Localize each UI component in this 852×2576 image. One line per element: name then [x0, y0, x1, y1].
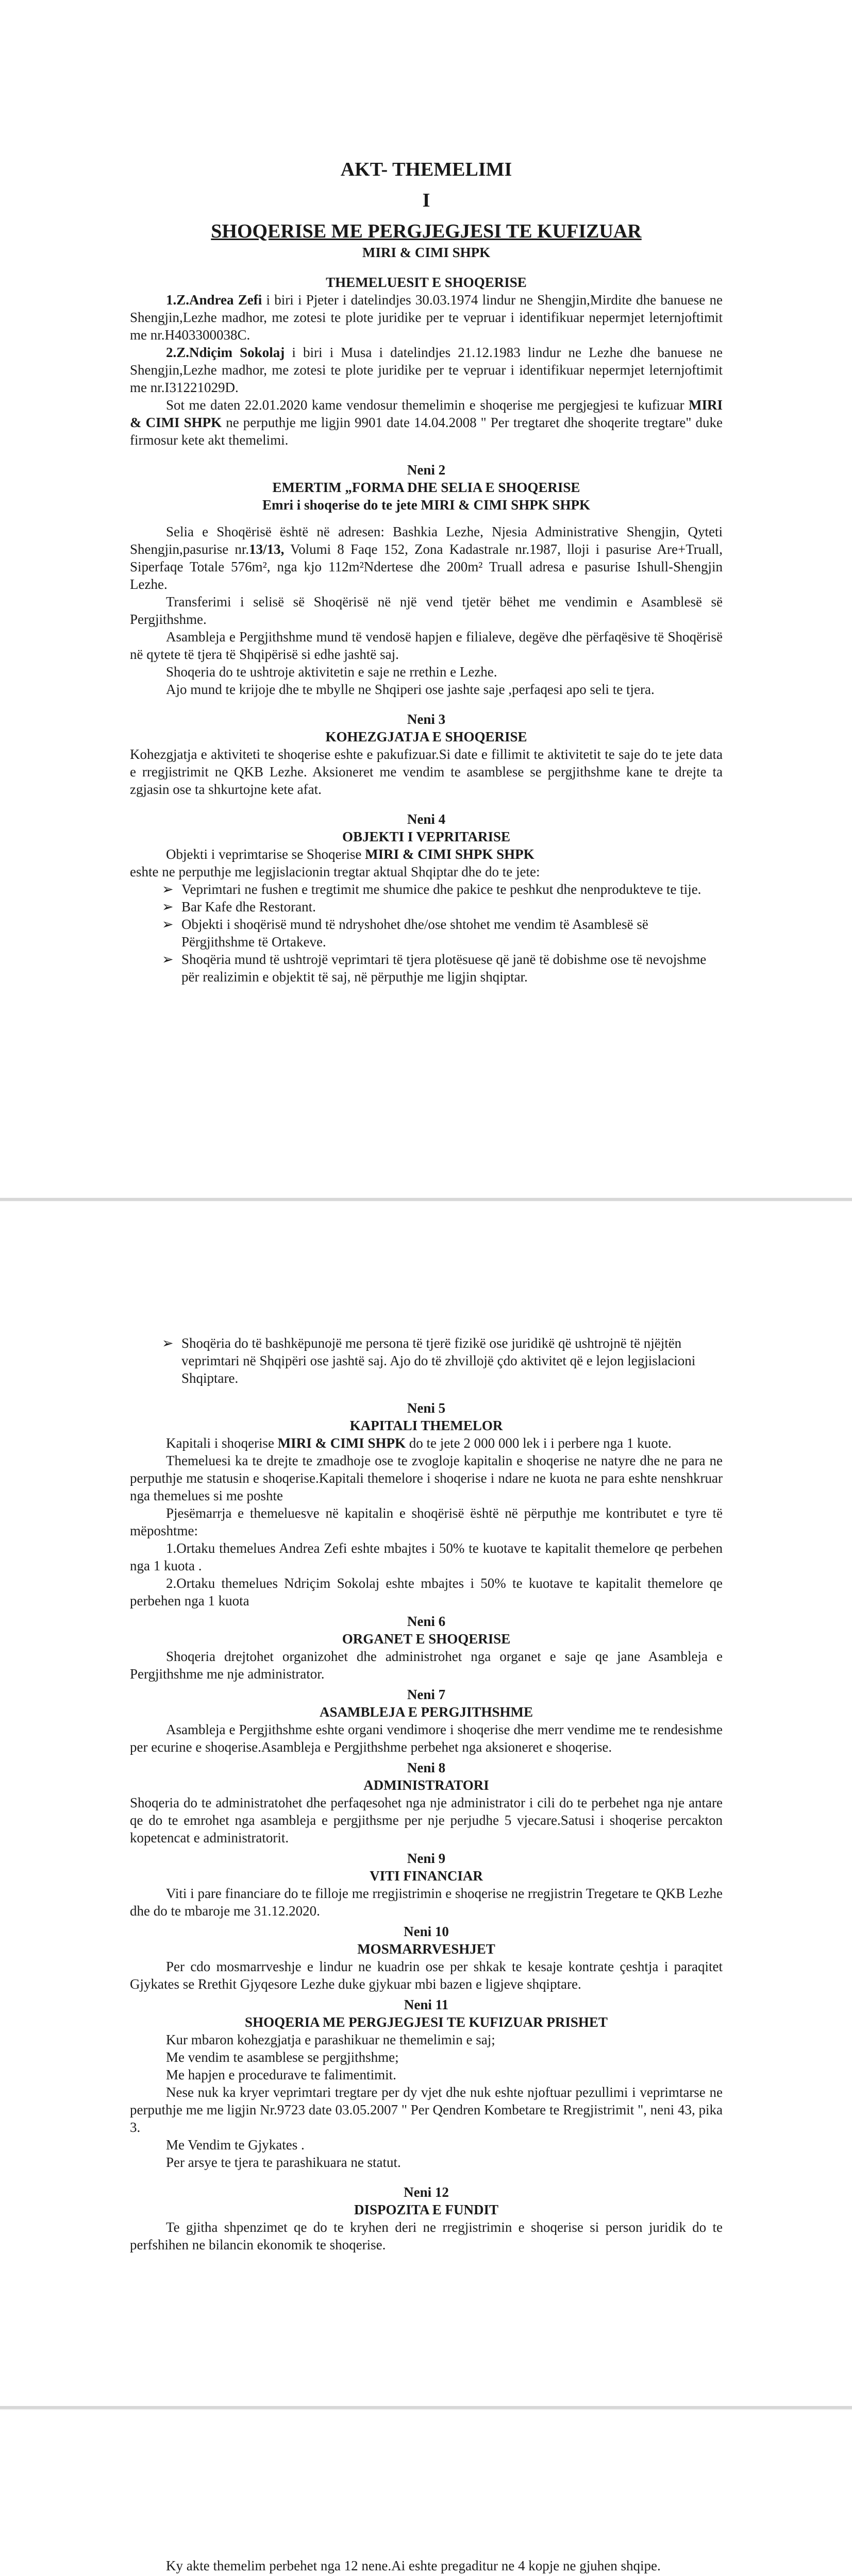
article-7-number: Neni 7 — [407, 1687, 446, 1702]
article-7-title: ASAMBLEJA E PERGJITHSHME — [319, 1704, 533, 1720]
page-separator — [0, 2406, 852, 2409]
article-4-scope: eshte ne perputhje me legjislacionin tregtar aktual Shqiptar dhe do te jete: — [130, 864, 540, 879]
company-name: MIRI & CIMI SHPK — [130, 397, 723, 430]
article-6-number: Neni 6 — [407, 1614, 446, 1629]
article-12-number: Neni 12 — [404, 2184, 449, 2200]
article-11-number: Neni 11 — [404, 1997, 449, 2012]
list-item: ➢ Shoqëria do të bashkëpunojë me persona të tjerë fizikë ose juridikë që ushtrojnë të njëjtën veprimtari në Shqipëri ose jashtë saj. Ajo do të zhvillojë çdo aktivitet që e lejon legjislacioni Shqiptare. — [181, 1334, 723, 1387]
article-2-seat — [130, 523, 723, 593]
dissolution-item: Me Vendim te Gjykates . — [166, 2137, 305, 2153]
article-2-subtitle: Emri i shoqerise do te jete MIRI & CIMI SHPK SHPK — [262, 497, 590, 513]
article-6-title: ORGANET E SHOQERISE — [342, 1631, 511, 1647]
page-2-content — [130, 1334, 723, 2253]
article-2-region: Shoqeria do te ushtroje aktivitetin e saje ne rrethin e Lezhe. — [166, 664, 497, 680]
dissolution-item: Me vendim te asamblese se pergjithshme; — [166, 2049, 399, 2065]
dissolution-item: Kur mbaron kohezgjatja e parashikuar ne themelimin e saj; — [166, 2032, 495, 2047]
article-4-intro-text: Objekti i veprimtarise se Shoqerise — [166, 846, 365, 862]
property-number: 13/13, — [249, 541, 285, 557]
article-5-change: Themeluesi ka te drejte te zmadhoje ose te zvogloje kapitalin e shoqerise ne natyre dhe ne para ne perputhje me statusin e shoqerise.Kapitali themelore i shoqerise i ndare ne kuota ne para eshte nenshkruar nga themelues si me poshte — [130, 1453, 723, 1503]
page-3-content — [130, 2557, 723, 2576]
article-10-text: Per cdo mosmarrveshje e lindur ne kuadrin ose per shkak te kesaje kontrate çeshtja i paraqitet Gjykates se Rrethit Gjyqesore Lezhe duke gjykuar mbi bazen e ligjeve shqiptare. — [130, 1959, 723, 1992]
capital-text: Kapitali i shoqerise — [166, 1435, 278, 1451]
article-8-text: Shoqeria do te administratohet dhe perfaqesohet nga nje administrator i cili do te perbehet nga nje antare qe do te emrohet nga asambleja e pergjithsme per nje perjudhe 5 vjecare.Satusi i shoqerise percakton kopetencat e administratorit. — [130, 1795, 723, 1845]
article-4-title: OBJEKTI I VEPRITARISE — [342, 829, 511, 844]
article-9-text: Viti i pare financiare do te filloje me rregjistrimin e shoqerise ne rregjistrin Tregetare te QKB Lezhe dhe do te mbaroje me 31.12.2020. — [130, 1886, 723, 1919]
founder-2 — [130, 344, 723, 396]
article-2-offices: Ajo mund te krijoje dhe te mbylle ne Shqiperi ose jashte saje ,perfaqesi apo seli te tjera. — [166, 682, 655, 697]
doc-title-company-name: MIRI & CIMI SHPK — [362, 245, 491, 260]
doc-title-company-type: SHOQERISE ME PERGJEGJESI TE KUFIZUAR — [211, 221, 642, 242]
article-3-number: Neni 3 — [407, 711, 446, 727]
shareholder-2: 2.Ortaku themelues Ndriçim Sokolaj eshte mbajtes i 50% te kuotave te kapitalit themelore qe perbehen nga 1 kuota — [130, 1575, 723, 1608]
activity-list — [130, 880, 723, 986]
article-8-number: Neni 8 — [407, 1760, 446, 1775]
article-4-intro — [130, 845, 723, 863]
dissolution-item: Me hapjen e procedurave te falimentimit. — [166, 2067, 396, 2082]
article-12-title: DISPOZITA E FUNDIT — [354, 2202, 499, 2217]
page-1-content — [130, 157, 723, 986]
founding-decision-text: Sot me daten 22.01.2020 kame vendosur themelimin e shoqerise me pergjegjesi te kufizuar — [166, 397, 689, 413]
founder-1-text: i biri i Pjeter i datelindjes 30.03.1974 lindur ne Shengjin,Mirdite dhe banuese ne Shengjin,Lezhe madhor, me zotesi te plote juridike per te vepruar i identifikuar nepermjet leternjoftimit me nr.H403300038C. — [130, 292, 723, 343]
article-5-title: KAPITALI THEMELOR — [349, 1418, 503, 1433]
list-item: ➢ Objekti i shoqërisë mund të ndryshohet dhe/ose shtohet me vendim të Asamblesë së Përgjithshme të Ortakeve. — [181, 916, 723, 951]
dissolution-item: Nese nuk ka kryer veprimtari tregtare per dy vjet dhe nuk eshte njoftuar pezullimi i veprimtarse ne perputhje me me ligjin Nr.9723 date 03.05.2007 " Per Qendren Kombetare te Rregjistrimit ", neni 43, pika 3. — [130, 2084, 723, 2135]
list-item: ➢ Veprimtari ne fushen e tregtimit me shumice dhe pakice te peshkut dhe nenprodukteve te tije. — [181, 880, 723, 898]
article-4-number: Neni 4 — [407, 811, 446, 827]
article-9-number: Neni 9 — [407, 1851, 446, 1866]
company-name: MIRI & CIMI SHPK SHPK — [365, 846, 534, 862]
article-6-text: Shoqeria drejtohet organizohet dhe administrohet nga organet e saje qe jane Asambleja e Pergjithshme me nje administrator. — [130, 1649, 723, 1682]
article-3-text: Kohezgjatja e aktiviteti te shoqerise eshte e pakufizuar.Si date e fillimit te aktivitetit te saje do te jete data e rregjistrimit ne QKB Lezhe. Aksioneret me vendim te asamblese se pergjithshme kane te drejte ta zgjasin ose ta shkurtojne kete afat. — [130, 747, 723, 797]
doc-title: AKT- THEMELIMI — [340, 159, 512, 180]
founder-2-name: 2.Z.Ndiçim Sokolaj — [166, 345, 285, 360]
founding-decision-law: ne perputhje me ligjin 9901 date 14.04.2008 " Per tregtaret dhe shoqerite tregtare" duke firmosur kete akt themelimi. — [130, 415, 723, 448]
page-separator — [0, 1198, 852, 1201]
article-10-number: Neni 10 — [404, 1924, 449, 1939]
article-11-title: SHOQERIA ME PERGJEGJESI TE KUFIZUAR PRISHET — [245, 2014, 608, 2030]
article-7-text: Asambleja e Pergjithshme eshte organi vendimore i shoqerise dhe merr vendime me te rendesishme per ecurine e shoqerise.Asambleja e Pergjithshme perbehet nga aksioneret e shoqerise. — [130, 1722, 723, 1755]
article-2-number: Neni 2 — [407, 462, 446, 478]
document-page-1 — [0, 0, 852, 1198]
document-page-3 — [0, 2410, 852, 2576]
dissolution-item: Per arsye te tjera te parashikuara ne statut. — [166, 2155, 401, 2170]
founders-heading: THEMELUESIT E SHOQERISE — [326, 275, 527, 290]
article-5-number: Neni 5 — [407, 1400, 446, 1416]
list-item: ➢ Bar Kafe dhe Restorant. — [181, 898, 723, 916]
article-3-title: KOHEZGJATJA E SHOQERISE — [325, 729, 527, 744]
article-2-branches: Asambleja e Pergjithshme mund të vendosë hapjen e filialeve, degëve dhe përfaqësive të Shoqërisë në qytete të tjera të Shqipërisë si edhe jashtë saj. — [130, 629, 723, 662]
article-5-capital — [130, 1434, 723, 1452]
article-5-participation: Pjesëmarrja e themeluesve në kapitalin e shoqërisë është në përputhje me kontributet e tyre të mëposhtme: — [130, 1505, 723, 1538]
shareholder-1: 1.Ortaku themelues Andrea Zefi eshte mbajtes i 50% te kuotave te kapitalit themelore qe perbehen nga 1 kuota . — [130, 1540, 723, 1573]
activity-list-continued — [130, 1334, 723, 1387]
closing-copies: Ky akte themelim perbehet nga 12 nene.Ai eshte pregaditur ne 4 kopje ne gjuhen shqipe. — [166, 2558, 661, 2573]
seat-address: Selia e Shoqërisë është në adresen: Bashkia Lezhe, Njesia Administrative Shengjin, Qyteti Shengjin,pasurise nr. — [130, 524, 723, 557]
article-12-text: Te gjitha shpenzimet qe do te kryhen deri ne rregjistrimin e shoqerise si person juridik do te perfshihen ne bilancin ekonomik te shoqerise. — [130, 2219, 723, 2252]
founder-2-text: i biri i Musa i datelindjes 21.12.1983 lindur ne Lezhe dhe banuese ne Shengjin,Lezhe madhor, me zotesi te plote juridike per te vepruar i identifikuar nepermjet leternjoftimit me nr.I31221029D. — [130, 345, 723, 395]
company-name: MIRI & CIMI SHPK — [277, 1435, 406, 1451]
article-8-title: ADMINISTRATORI — [363, 1777, 489, 1793]
article-2-transfer: Transferimi i selisë së Shoqërisë në një vend tjetër bëhet me vendimin e Asamblesë së Pergjithshme. — [130, 594, 723, 627]
article-10-title: MOSMARRVESHJET — [357, 1941, 495, 1957]
article-9-title: VITI FINANCIAR — [370, 1868, 483, 1884]
document-page-2 — [0, 1201, 852, 2406]
doc-title-i: I — [422, 190, 430, 211]
capital-amount: do te jete 2 000 000 lek i i perbere nga 1 kuote. — [405, 1435, 672, 1451]
founder-1-name: 1.Z.Andrea Zefi — [166, 292, 262, 308]
seat-property-details: Volumi 8 Faqe 152, Zona Kadastrale nr.1987, lloji i pasurise Are+Truall, Siperfaqe Totale 576m², nga kjo 112m²Ndertese dhe 200m² Truall adresa e pasurise Ishull-Shengjin Lezhe. — [130, 541, 723, 592]
article-2-title: EMERTIM „FORMA DHE SELIA E SHOQERISE — [272, 480, 580, 495]
founder-1 — [130, 291, 723, 344]
founding-decision — [130, 396, 723, 449]
list-item: ➢ Shoqëria mund të ushtrojë veprimtari të tjera plotësuese që janë të dobishme ose të nevojshme për realizimin e objektit të saj, në përputhje me ligjin shqiptar. — [181, 951, 723, 986]
